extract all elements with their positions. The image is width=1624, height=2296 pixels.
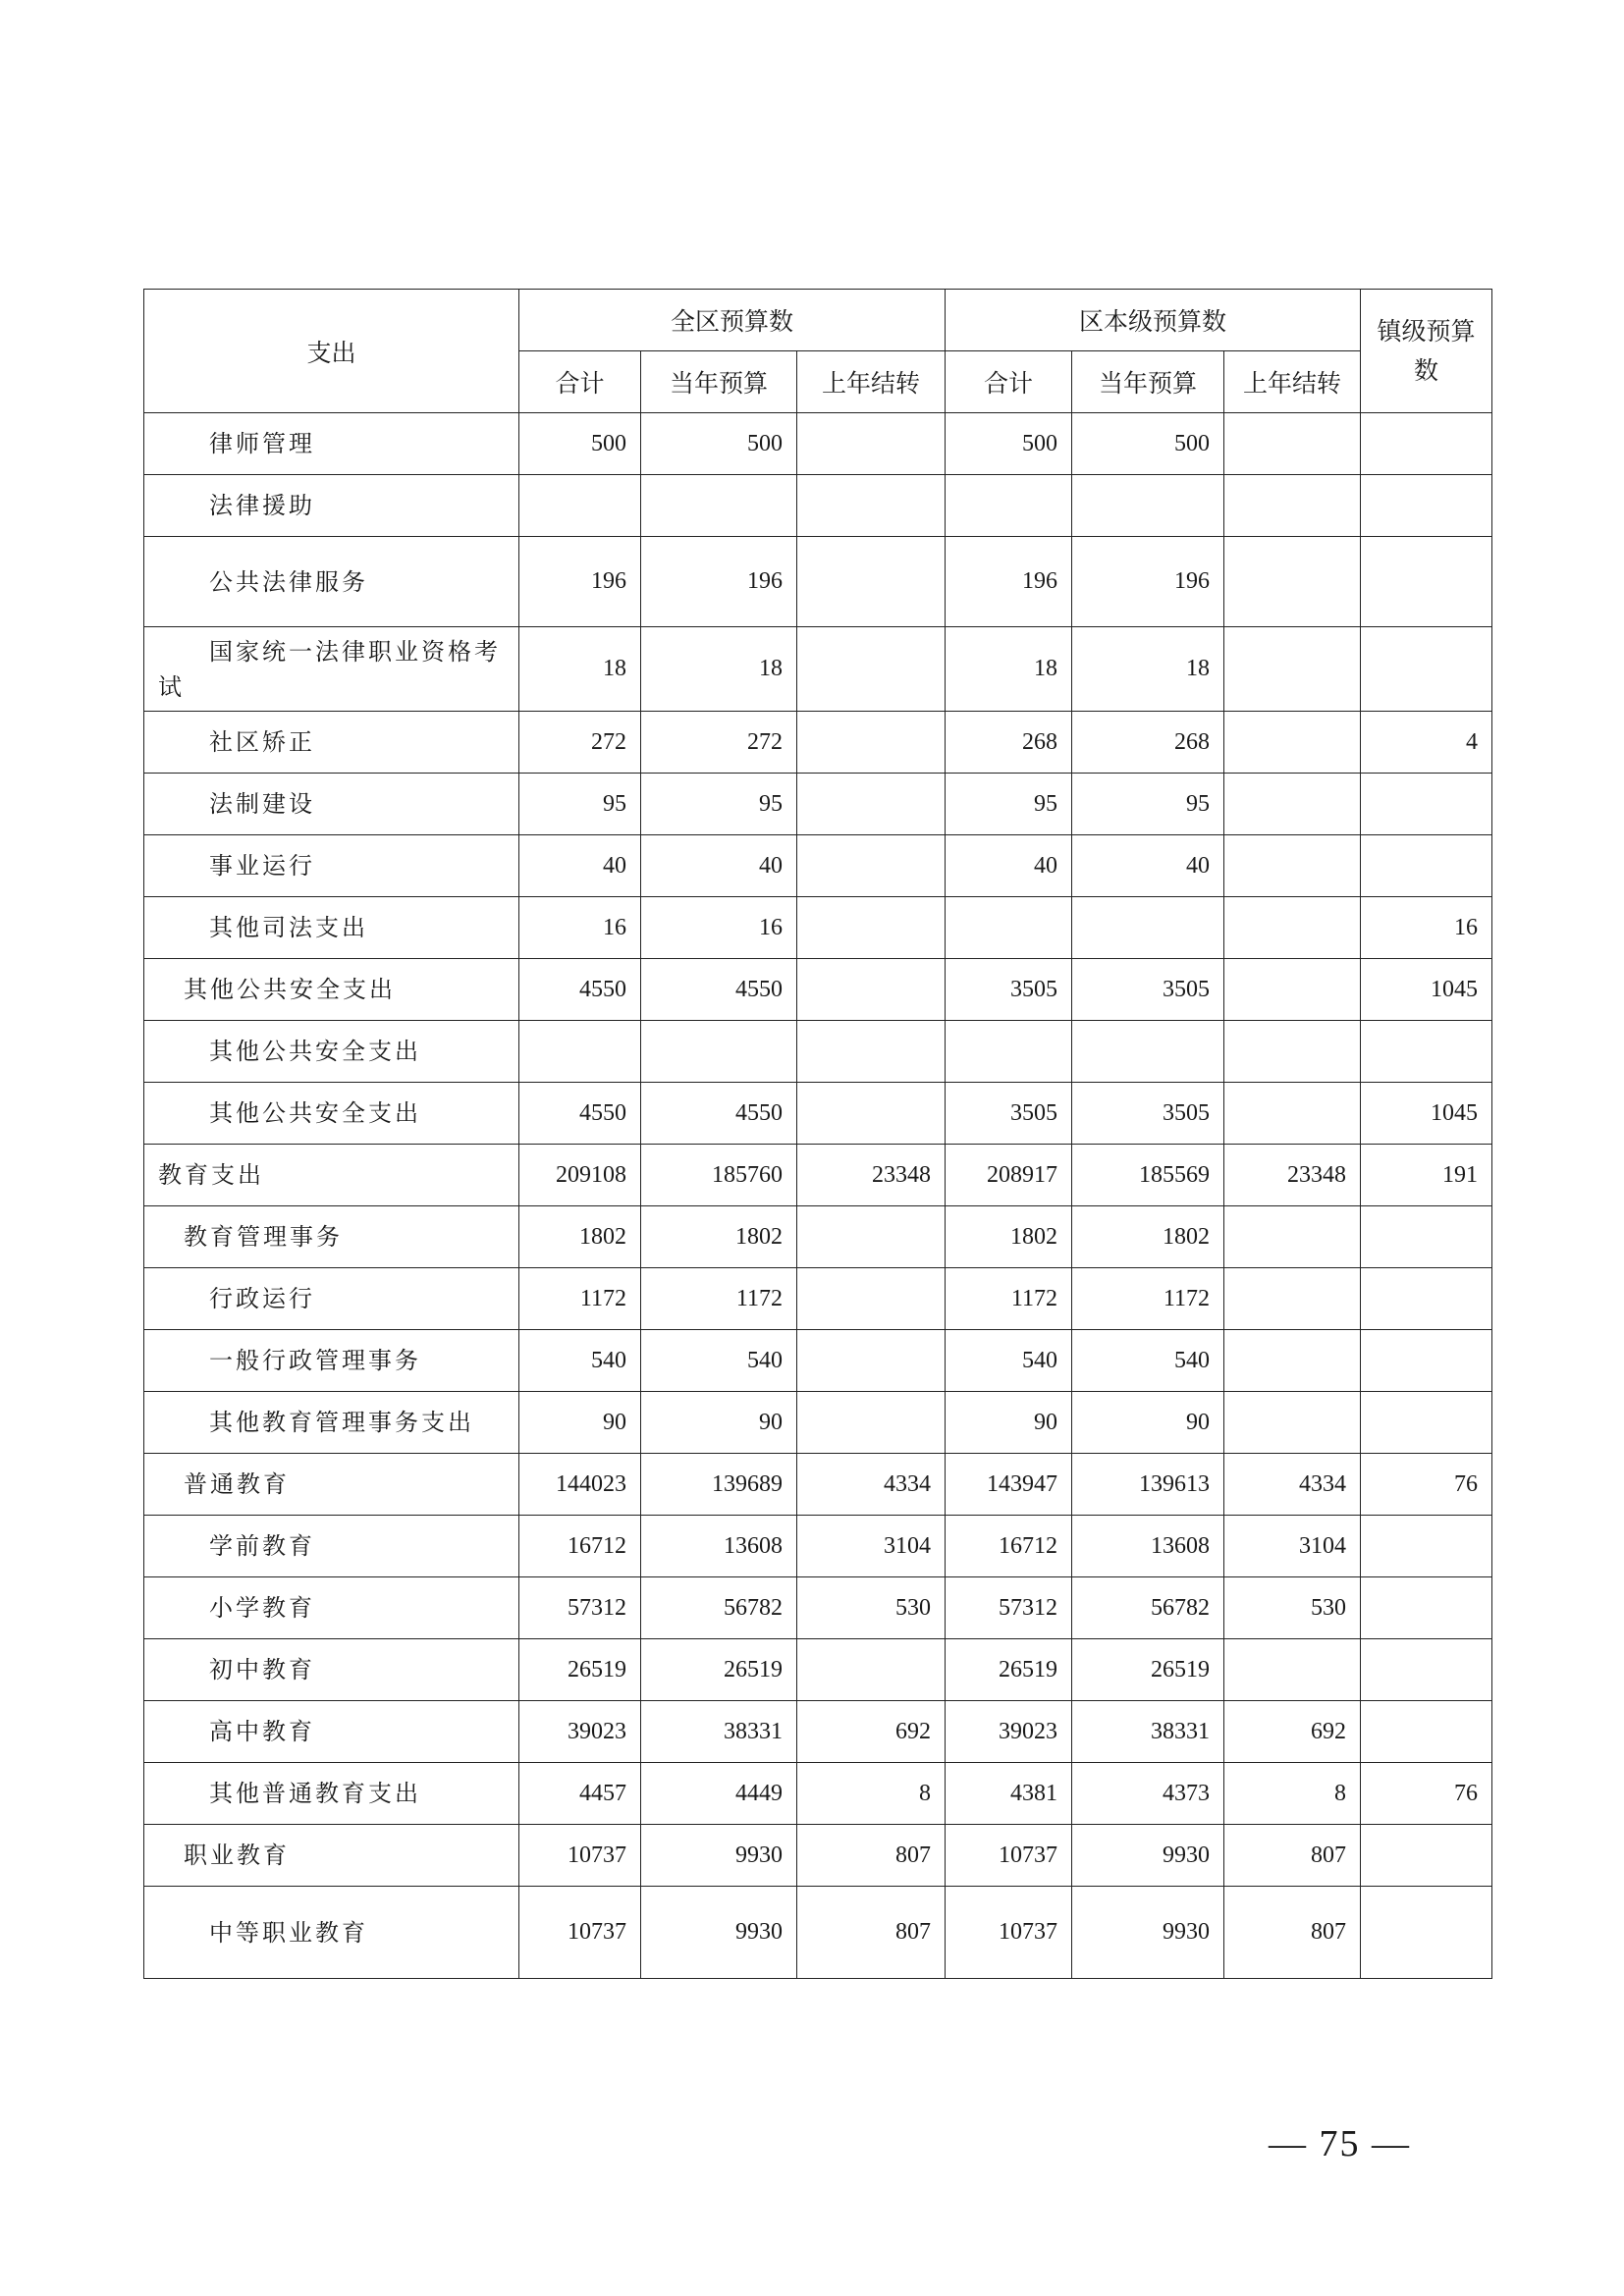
row-item-name: 其他公共安全支出 bbox=[144, 1083, 519, 1145]
row-value-cell: 139613 bbox=[1072, 1454, 1224, 1516]
row-value-cell: 196 bbox=[1072, 537, 1224, 627]
row-value-cell: 540 bbox=[519, 1330, 641, 1392]
row-value-cell: 38331 bbox=[1072, 1701, 1224, 1763]
row-value-cell bbox=[1224, 712, 1361, 774]
row-value-cell: 1172 bbox=[641, 1268, 797, 1330]
row-value-cell bbox=[1224, 1206, 1361, 1268]
row-item-name: 普通教育 bbox=[144, 1454, 519, 1516]
row-value-cell bbox=[797, 774, 946, 835]
row-value-cell: 57312 bbox=[946, 1577, 1072, 1639]
table-row bbox=[144, 1083, 1492, 1145]
row-value-cell: 9930 bbox=[1072, 1887, 1224, 1979]
table-row bbox=[144, 897, 1492, 959]
table-row bbox=[144, 1392, 1492, 1454]
row-value-cell bbox=[1224, 475, 1361, 537]
row-value-cell bbox=[1361, 1887, 1492, 1979]
row-value-cell bbox=[797, 835, 946, 897]
row-value-cell: 540 bbox=[1072, 1330, 1224, 1392]
row-value-cell bbox=[797, 627, 946, 712]
row-value-cell: 57312 bbox=[519, 1577, 641, 1639]
row-value-cell bbox=[1361, 413, 1492, 475]
header-all-current: 当年预算 bbox=[641, 351, 797, 413]
row-value-cell bbox=[1224, 537, 1361, 627]
row-value-cell: 18 bbox=[1072, 627, 1224, 712]
row-value-cell: 95 bbox=[1072, 774, 1224, 835]
row-value-cell: 272 bbox=[519, 712, 641, 774]
row-value-cell: 9930 bbox=[641, 1887, 797, 1979]
row-item-name: 社区矫正 bbox=[144, 712, 519, 774]
row-value-cell: 8 bbox=[797, 1763, 946, 1825]
row-item-name: 其他普通教育支出 bbox=[144, 1763, 519, 1825]
row-value-cell bbox=[1361, 627, 1492, 712]
row-value-cell: 4334 bbox=[797, 1454, 946, 1516]
row-value-cell: 4373 bbox=[1072, 1763, 1224, 1825]
row-value-cell: 56782 bbox=[641, 1577, 797, 1639]
header-district-current: 当年预算 bbox=[1072, 351, 1224, 413]
page-number: — 75 — bbox=[1269, 2123, 1411, 2164]
table-row bbox=[144, 1268, 1492, 1330]
row-item-name: 高中教育 bbox=[144, 1701, 519, 1763]
budget-table-container bbox=[143, 289, 1492, 1979]
row-value-cell bbox=[797, 537, 946, 627]
row-value-cell bbox=[797, 1021, 946, 1083]
row-value-cell bbox=[797, 1083, 946, 1145]
row-value-cell: 26519 bbox=[519, 1639, 641, 1701]
row-value-cell bbox=[1072, 475, 1224, 537]
row-value-cell bbox=[1224, 627, 1361, 712]
row-value-cell bbox=[1072, 897, 1224, 959]
header-all-carryover: 上年结转 bbox=[797, 351, 946, 413]
table-row bbox=[144, 1516, 1492, 1577]
row-value-cell: 807 bbox=[1224, 1887, 1361, 1979]
row-value-cell: 3505 bbox=[946, 1083, 1072, 1145]
table-row bbox=[144, 1206, 1492, 1268]
header-group-all: 全区预算数 bbox=[519, 290, 946, 351]
row-value-cell: 16712 bbox=[519, 1516, 641, 1577]
row-item-name: 学前教育 bbox=[144, 1516, 519, 1577]
row-value-cell: 95 bbox=[946, 774, 1072, 835]
row-value-cell bbox=[797, 1206, 946, 1268]
header-group-district: 区本级预算数 bbox=[946, 290, 1361, 351]
row-value-cell bbox=[1361, 1825, 1492, 1887]
row-value-cell bbox=[797, 1268, 946, 1330]
row-value-cell: 95 bbox=[519, 774, 641, 835]
row-value-cell: 39023 bbox=[946, 1701, 1072, 1763]
table-body bbox=[144, 413, 1492, 1979]
row-value-cell: 4550 bbox=[641, 959, 797, 1021]
row-value-cell: 26519 bbox=[641, 1639, 797, 1701]
row-value-cell: 39023 bbox=[519, 1701, 641, 1763]
row-item-name: 职业教育 bbox=[144, 1825, 519, 1887]
row-item-name: 行政运行 bbox=[144, 1268, 519, 1330]
row-value-cell: 1802 bbox=[641, 1206, 797, 1268]
row-value-cell: 4550 bbox=[641, 1083, 797, 1145]
row-value-cell bbox=[1224, 774, 1361, 835]
row-value-cell bbox=[1224, 1021, 1361, 1083]
row-value-cell: 4457 bbox=[519, 1763, 641, 1825]
row-value-cell bbox=[1361, 1206, 1492, 1268]
row-item-name: 国家统一法律职业资格考试 bbox=[144, 627, 519, 712]
row-value-cell bbox=[946, 897, 1072, 959]
row-value-cell: 18 bbox=[641, 627, 797, 712]
row-value-cell: 95 bbox=[641, 774, 797, 835]
row-value-cell: 540 bbox=[641, 1330, 797, 1392]
row-value-cell: 1172 bbox=[1072, 1268, 1224, 1330]
row-value-cell: 23348 bbox=[797, 1145, 946, 1206]
row-item-name: 其他教育管理事务支出 bbox=[144, 1392, 519, 1454]
row-item-name: 公共法律服务 bbox=[144, 537, 519, 627]
row-value-cell bbox=[1361, 475, 1492, 537]
row-item-name: 法制建设 bbox=[144, 774, 519, 835]
row-item-name: 一般行政管理事务 bbox=[144, 1330, 519, 1392]
row-value-cell: 143947 bbox=[946, 1454, 1072, 1516]
row-value-cell: 10737 bbox=[946, 1887, 1072, 1979]
row-value-cell bbox=[797, 413, 946, 475]
row-value-cell bbox=[519, 475, 641, 537]
row-value-cell bbox=[1361, 1021, 1492, 1083]
row-value-cell: 26519 bbox=[1072, 1639, 1224, 1701]
header-district-total: 合计 bbox=[946, 351, 1072, 413]
table-row bbox=[144, 1145, 1492, 1206]
row-value-cell: 8 bbox=[1224, 1763, 1361, 1825]
row-value-cell: 4550 bbox=[519, 959, 641, 1021]
row-value-cell: 208917 bbox=[946, 1145, 1072, 1206]
row-value-cell: 500 bbox=[946, 413, 1072, 475]
table-row bbox=[144, 774, 1492, 835]
row-value-cell: 4550 bbox=[519, 1083, 641, 1145]
row-value-cell: 90 bbox=[1072, 1392, 1224, 1454]
row-value-cell: 13608 bbox=[1072, 1516, 1224, 1577]
row-value-cell: 13608 bbox=[641, 1516, 797, 1577]
row-value-cell bbox=[1361, 835, 1492, 897]
row-item-name: 初中教育 bbox=[144, 1639, 519, 1701]
row-value-cell: 10737 bbox=[519, 1825, 641, 1887]
header-item: 支出 bbox=[144, 290, 519, 413]
table-row bbox=[144, 959, 1492, 1021]
row-value-cell: 38331 bbox=[641, 1701, 797, 1763]
table-row bbox=[144, 1887, 1492, 1979]
row-value-cell: 807 bbox=[797, 1887, 946, 1979]
row-value-cell: 807 bbox=[1224, 1825, 1361, 1887]
row-value-cell: 56782 bbox=[1072, 1577, 1224, 1639]
row-value-cell: 1045 bbox=[1361, 959, 1492, 1021]
row-value-cell: 40 bbox=[1072, 835, 1224, 897]
row-value-cell: 530 bbox=[1224, 1577, 1361, 1639]
row-value-cell: 4334 bbox=[1224, 1454, 1361, 1516]
row-value-cell: 3505 bbox=[1072, 959, 1224, 1021]
row-value-cell bbox=[797, 1639, 946, 1701]
row-value-cell: 40 bbox=[946, 835, 1072, 897]
row-value-cell bbox=[1224, 1392, 1361, 1454]
row-value-cell: 268 bbox=[1072, 712, 1224, 774]
row-value-cell: 500 bbox=[519, 413, 641, 475]
row-value-cell: 10737 bbox=[519, 1887, 641, 1979]
header-district-carryover: 上年结转 bbox=[1224, 351, 1361, 413]
row-value-cell bbox=[797, 475, 946, 537]
table-row bbox=[144, 1639, 1492, 1701]
row-value-cell bbox=[1224, 413, 1361, 475]
row-value-cell: 144023 bbox=[519, 1454, 641, 1516]
row-item-name: 教育管理事务 bbox=[144, 1206, 519, 1268]
row-value-cell: 500 bbox=[641, 413, 797, 475]
row-value-cell: 209108 bbox=[519, 1145, 641, 1206]
row-value-cell bbox=[1224, 1268, 1361, 1330]
table-row bbox=[144, 712, 1492, 774]
row-value-cell: 3104 bbox=[1224, 1516, 1361, 1577]
row-value-cell: 3505 bbox=[946, 959, 1072, 1021]
row-value-cell bbox=[1224, 959, 1361, 1021]
table-row bbox=[144, 1577, 1492, 1639]
row-value-cell: 1172 bbox=[946, 1268, 1072, 1330]
row-value-cell bbox=[1224, 1639, 1361, 1701]
row-value-cell bbox=[1361, 1268, 1492, 1330]
row-value-cell: 16 bbox=[1361, 897, 1492, 959]
row-item-name: 其他司法支出 bbox=[144, 897, 519, 959]
row-value-cell: 90 bbox=[946, 1392, 1072, 1454]
row-value-cell: 1802 bbox=[1072, 1206, 1224, 1268]
row-value-cell: 807 bbox=[797, 1825, 946, 1887]
row-value-cell: 196 bbox=[519, 537, 641, 627]
row-value-cell: 1172 bbox=[519, 1268, 641, 1330]
row-value-cell: 540 bbox=[946, 1330, 1072, 1392]
row-value-cell: 139689 bbox=[641, 1454, 797, 1516]
row-value-cell bbox=[1361, 1577, 1492, 1639]
row-value-cell: 18 bbox=[946, 627, 1072, 712]
row-value-cell: 191 bbox=[1361, 1145, 1492, 1206]
table-row bbox=[144, 1021, 1492, 1083]
row-item-name: 法律援助 bbox=[144, 475, 519, 537]
row-value-cell: 76 bbox=[1361, 1763, 1492, 1825]
row-value-cell: 272 bbox=[641, 712, 797, 774]
row-value-cell bbox=[1224, 835, 1361, 897]
row-value-cell bbox=[519, 1021, 641, 1083]
table-row bbox=[144, 413, 1492, 475]
row-value-cell bbox=[1361, 537, 1492, 627]
row-value-cell: 196 bbox=[946, 537, 1072, 627]
row-value-cell bbox=[1361, 774, 1492, 835]
row-value-cell: 18 bbox=[519, 627, 641, 712]
row-value-cell: 4381 bbox=[946, 1763, 1072, 1825]
row-value-cell bbox=[1224, 1330, 1361, 1392]
row-value-cell: 1045 bbox=[1361, 1083, 1492, 1145]
row-value-cell: 76 bbox=[1361, 1454, 1492, 1516]
row-value-cell: 90 bbox=[641, 1392, 797, 1454]
row-item-name: 律师管理 bbox=[144, 413, 519, 475]
table-row bbox=[144, 475, 1492, 537]
row-value-cell: 16 bbox=[641, 897, 797, 959]
row-item-name: 其他公共安全支出 bbox=[144, 1021, 519, 1083]
row-value-cell: 4 bbox=[1361, 712, 1492, 774]
row-value-cell bbox=[1224, 1083, 1361, 1145]
row-value-cell: 90 bbox=[519, 1392, 641, 1454]
row-value-cell: 9930 bbox=[1072, 1825, 1224, 1887]
row-value-cell: 23348 bbox=[1224, 1145, 1361, 1206]
row-value-cell: 1802 bbox=[519, 1206, 641, 1268]
row-value-cell: 4449 bbox=[641, 1763, 797, 1825]
table-row bbox=[144, 1763, 1492, 1825]
row-value-cell: 40 bbox=[641, 835, 797, 897]
table-row bbox=[144, 1330, 1492, 1392]
row-value-cell bbox=[797, 1392, 946, 1454]
header-town: 镇级预算数 bbox=[1361, 290, 1492, 413]
row-value-cell bbox=[1224, 897, 1361, 959]
row-value-cell: 40 bbox=[519, 835, 641, 897]
table-row bbox=[144, 835, 1492, 897]
row-value-cell: 692 bbox=[1224, 1701, 1361, 1763]
row-value-cell: 185569 bbox=[1072, 1145, 1224, 1206]
row-value-cell: 16 bbox=[519, 897, 641, 959]
row-value-cell: 530 bbox=[797, 1577, 946, 1639]
row-value-cell: 196 bbox=[641, 537, 797, 627]
row-value-cell: 185760 bbox=[641, 1145, 797, 1206]
row-value-cell: 268 bbox=[946, 712, 1072, 774]
row-item-name: 教育支出 bbox=[144, 1145, 519, 1206]
row-value-cell bbox=[946, 475, 1072, 537]
row-value-cell bbox=[641, 1021, 797, 1083]
row-value-cell: 26519 bbox=[946, 1639, 1072, 1701]
table-row bbox=[144, 1454, 1492, 1516]
row-item-name: 小学教育 bbox=[144, 1577, 519, 1639]
row-value-cell bbox=[1361, 1516, 1492, 1577]
row-value-cell bbox=[1072, 1021, 1224, 1083]
row-value-cell: 3104 bbox=[797, 1516, 946, 1577]
header-all-total: 合计 bbox=[519, 351, 641, 413]
row-value-cell bbox=[1361, 1701, 1492, 1763]
row-item-name: 事业运行 bbox=[144, 835, 519, 897]
table-row bbox=[144, 537, 1492, 627]
row-value-cell: 16712 bbox=[946, 1516, 1072, 1577]
row-value-cell bbox=[641, 475, 797, 537]
budget-table bbox=[143, 289, 1492, 1979]
row-value-cell: 500 bbox=[1072, 413, 1224, 475]
row-value-cell: 3505 bbox=[1072, 1083, 1224, 1145]
row-value-cell bbox=[797, 897, 946, 959]
row-value-cell bbox=[797, 1330, 946, 1392]
table-row bbox=[144, 1701, 1492, 1763]
row-value-cell bbox=[946, 1021, 1072, 1083]
row-value-cell bbox=[1361, 1330, 1492, 1392]
table-header bbox=[144, 290, 1492, 413]
row-value-cell: 1802 bbox=[946, 1206, 1072, 1268]
row-item-name: 其他公共安全支出 bbox=[144, 959, 519, 1021]
table-row bbox=[144, 1825, 1492, 1887]
row-value-cell bbox=[797, 959, 946, 1021]
row-value-cell bbox=[1361, 1392, 1492, 1454]
row-value-cell bbox=[1361, 1639, 1492, 1701]
row-value-cell: 9930 bbox=[641, 1825, 797, 1887]
table-row bbox=[144, 627, 1492, 712]
row-value-cell: 692 bbox=[797, 1701, 946, 1763]
row-item-name: 中等职业教育 bbox=[144, 1887, 519, 1979]
row-value-cell: 10737 bbox=[946, 1825, 1072, 1887]
row-value-cell bbox=[797, 712, 946, 774]
